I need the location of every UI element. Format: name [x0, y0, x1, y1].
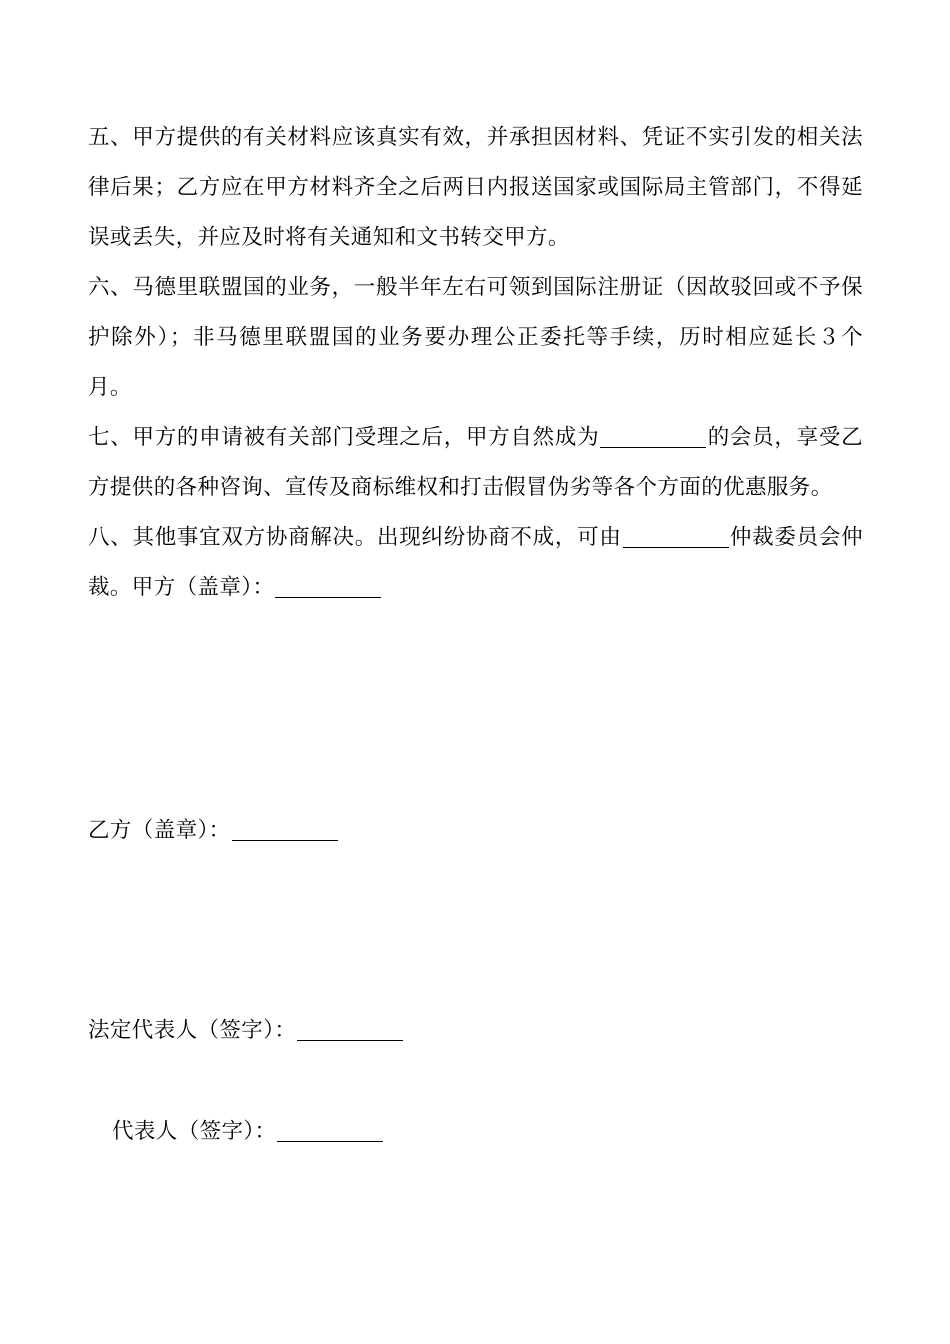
clause-8-text-end: 仲裁委员会仲裁。甲方（盖章）：	[88, 525, 863, 600]
clause-8-text-start: 八、其他事宜双方协商解决。出现纠纷协商不成，可由	[88, 525, 622, 550]
legal-rep-signature	[88, 1016, 404, 1046]
legal-rep-label: 法定代表人（签字）：	[88, 1018, 297, 1043]
contract-clauses	[88, 113, 863, 613]
member-org-blank[interactable]	[600, 425, 706, 448]
rep-signature	[112, 1117, 384, 1147]
clause-6	[88, 263, 863, 413]
legal-rep-sign-blank[interactable]	[297, 1018, 403, 1041]
party-b-seal-blank[interactable]	[232, 818, 338, 841]
clause-5	[88, 113, 863, 263]
party-a-seal-blank[interactable]	[275, 575, 381, 598]
rep-sign-blank[interactable]	[277, 1119, 383, 1142]
party-b-signature	[88, 816, 339, 846]
clause-7-text-end: 的会员，享受乙方提供的各种咨询、宣传及商标维权和打击假冒伪劣等各个方面的优惠服务。	[88, 425, 863, 500]
rep-label: 代表人（签字）：	[112, 1119, 277, 1144]
clause-7	[88, 413, 863, 513]
clause-5-text: 五、甲方提供的有关材料应该真实有效，并承担因材料、凭证不实引发的相关法律后果；乙方应在甲方材料齐全之后两日内报送国家或国际局主管部门，不得延误或丢失，并应及时将有关通知和文书转交甲方。	[88, 125, 863, 250]
clause-6-text: 六、马德里联盟国的业务，一般半年左右可领到国际注册证（因故驳回或不予保护除外）；非马德里联盟国的业务要办理公正委托等手续，历时相应延长３个月。	[88, 275, 863, 400]
clause-7-text-start: 七、甲方的申请被有关部门受理之后，甲方自然成为	[88, 425, 600, 450]
clause-8	[88, 513, 863, 613]
arbitration-committee-blank[interactable]	[623, 525, 729, 548]
party-b-label: 乙方（盖章）：	[88, 818, 231, 843]
